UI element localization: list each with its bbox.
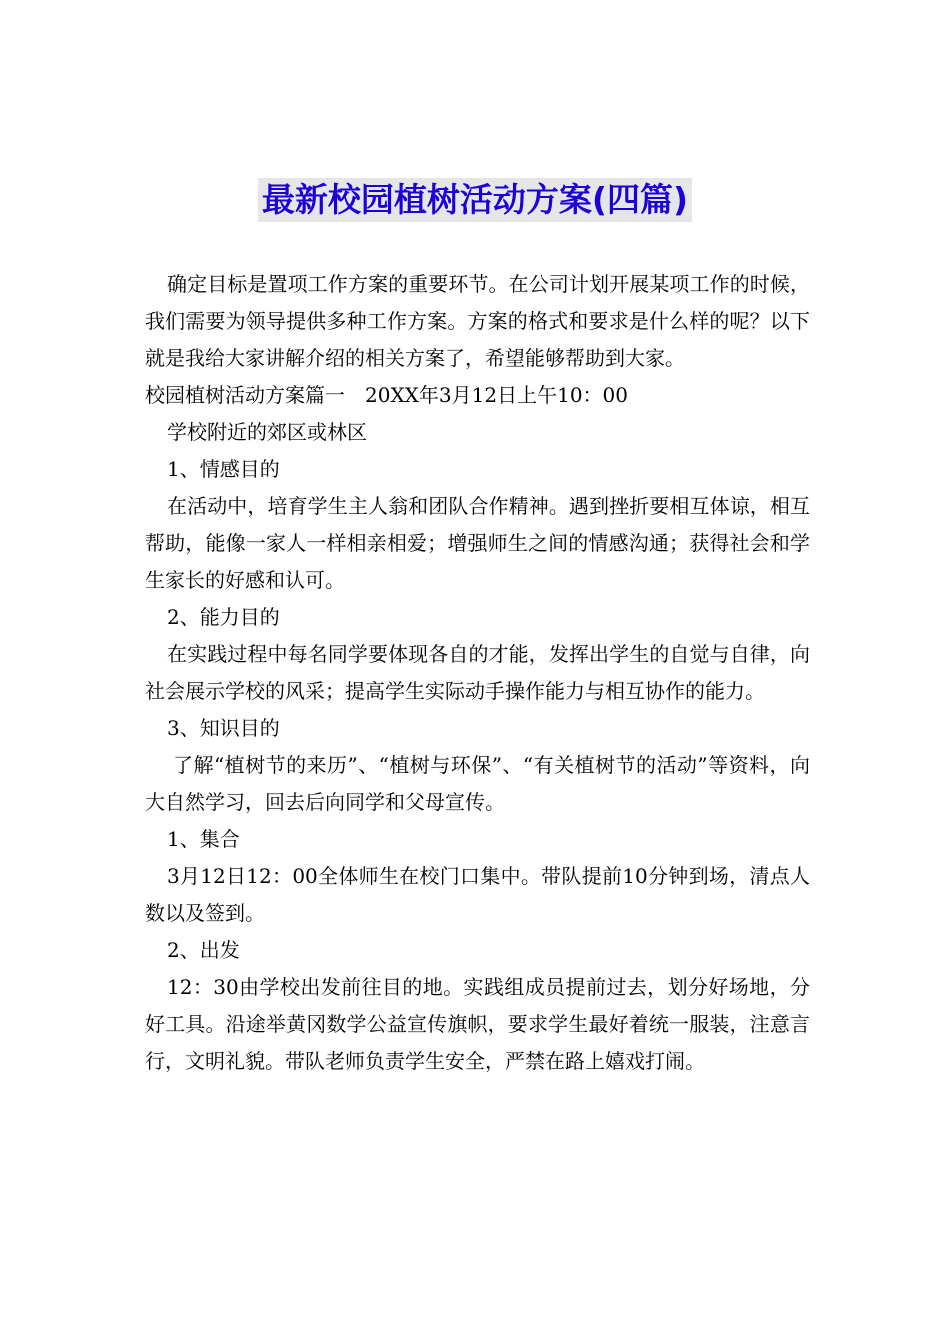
title-container [0,178,950,222]
ability-paragraph: 在实践过程中每名同学要体现各自的才能，发挥出学生的自觉与自律，向社会展示学校的风采；提高学生实际动手操作能力与相互协作的能力。 [145,642,810,703]
location-line: 学校附近的郊区或林区 [167,420,367,444]
document-title: 最新校园植树活动方案(四篇) [258,178,692,222]
subheading-gather: 1、集合 [167,827,240,851]
document-body [145,266,810,1080]
gather-paragraph: 3月12日12：00全体师生在校门口集中。带队提前10分钟到场，清点人数以及签到。 [145,864,810,925]
depart-paragraph: 12：30由学校出发前往目的地。实践组成员提前过去，划分好场地，分好工具。沿途举黄冈数学公益宣传旗帜，要求学生最好着统一服装，注意言行，文明礼貌。带队老师负责学生安全，严禁在路上嬉戏打闹。 [145,975,810,1073]
section-heading: 校园植树活动方案篇一 20XX年3月12日上午10：00 [145,383,628,407]
emotion-paragraph: 在活动中，培育学生主人翁和团队合作精神。遇到挫折要相互体谅，相互帮助，能像一家人一样相亲相爱；增强师生之间的情感沟通；获得社会和学生家长的好感和认可。 [145,494,810,592]
subheading-ability: 2、能力目的 [167,605,280,629]
intro-paragraph: 确定目标是置项工作方案的重要环节。在公司计划开展某项工作的时候，我们需要为领导提供多种工作方案。方案的格式和要求是什么样的呢？以下就是我给大家讲解介绍的相关方案了，希望能够帮助到大家。 [145,272,810,370]
subheading-knowledge: 3、知识目的 [167,716,280,740]
knowledge-paragraph: 了解“植树节的来历”、“植树与环保”、“有关植树节的活动”等资料，向大自然学习，回去后向同学和父母宣传。 [145,753,810,814]
subheading-depart: 2、出发 [167,938,240,962]
subheading-emotion: 1、情感目的 [167,457,280,481]
